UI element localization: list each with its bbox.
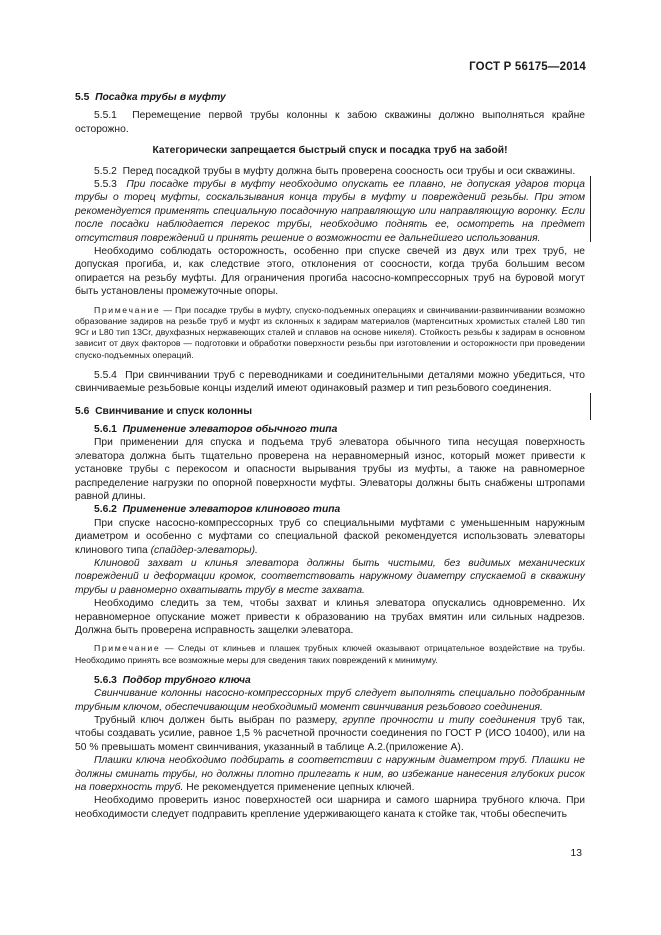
section-5-6-2-heading: 5.6.2 Применение элеваторов клинового типа	[94, 504, 341, 516]
section-5-6-1-heading: 5.6.1 Применение элеваторов обычного типа	[94, 423, 338, 435]
note-5-5: Примечание — При посадке трубы в муфту, спуско-подъемных операциях и свинчивании-развинчивании возможно образование задиров на резьбе труб и муфт из склонных к задирам материалов (мартенситных хромистых сталей L80 тип 9Cr и L80 тип 13Cr, двухфазных нержавеющих сталей и сплавов на основе никеля). Стойкость резьбы к задирам в основном зависит от двух факторов — подготовки и обработки поверхности резьбы при изготовлении и осторожности при проведении спуско-подъемных операций.	[75, 304, 585, 360]
para-5-6-2-a: При спуске насосно-компрессорных труб со специальными муфтами с уменьшенным наружным диаметром и особенно с муфтами со специальной фаской рекомендуется использовать элеваторы клинового типа (спайдер-элеваторы).	[75, 517, 585, 556]
para-5-5-4: 5.5.4 При свинчивании труб с переводниками и соединительными деталями можно убедиться, что свинчиваемые резьбовые концы изделий имеют одинаковый размер и тип резьбового соединения.	[75, 369, 585, 395]
para-5-6-3-b: Трубный ключ должен быть выбран по размеру, группе прочности и типу соединения труб так, чтобы создавать усилие, равное 1,5 % расчетной прочности соединения по ГОСТ Р (ИСО 10400), или на 50 % превышать момент свинчивания, указанный в таблице А.2.(приложение А).	[75, 715, 586, 753]
para-5-6-3-c: Плашки ключа необходимо подбирать в соответствии с наружным диаметром труб. Плашки не должны сминать трубы, но должны плотно прилегать к ним, во избежание нанесения глубоких рисок на поверхность труб. Не рекомендуется применение цепных ключей.	[75, 755, 585, 794]
para-5-5-2: 5.5.2 Перед посадкой трубы в муфту должна быть проверена соосность оси трубы и оси скважины.	[94, 165, 576, 177]
para-5-6-2-c: Необходимо следить за тем, чтобы захват и клинья элеватора опускались одновременно. Их неравномерное опускание может привести к образованию на трубах вмятин или сильных надрезов. Должна быть проверена исправность защелки элеватора.	[75, 598, 585, 637]
para-5-6-2-b: Клиновой захват и клинья элеватора должны быть чистыми, без видимых механических повреждений и деформации кромок, соответствовать наружному диаметру спускаемой в скважину трубы и равномерно охватывать трубу в месте захвата.	[75, 557, 585, 596]
section-5-6-heading: 5.6 Свинчивание и спуск колонны	[75, 405, 253, 417]
change-bar-5-5-4	[590, 393, 591, 420]
para-5-6-1: При применении для спуска и подъема труб элеватора обычного типа несущая поверхность элеватора должна быть тщательно проверена на неравномерный износ, который может привести к установке трубы с перекосом и опасности вырывания трубы из муфты, а также на равномерное распределение нагрузки по опорной поверхности муфты. Элеваторы должны быть снабжены штропами равной длины.	[75, 437, 585, 502]
para-5-5-3-b: Необходимо соблюдать осторожность, особенно при спуске свечей из двух или трех труб, не допуская прогиба, и, как следствие этого, отклонения от соосности, когда труба большим весом опирается на резьбу муфты. Для ограничения прогиба насосно-компрессорных труб на буровой могут быть установлены промежуточные опоры.	[75, 246, 585, 298]
warning-text: Категорически запрещается быстрый спуск и посадка труб на забой!	[152, 145, 508, 157]
page-number: 13	[570, 848, 582, 859]
change-bar-5-5-3	[590, 176, 591, 242]
section-5-5-heading: 5.5 Посадка трубы в муфту	[75, 92, 226, 103]
section-5-6-3-heading: 5.6.3 Подбор трубного ключа	[94, 674, 251, 686]
para-5-6-3-a: Свинчивание колонны насосно-компрессорных труб следует выполнять специально подобранным трубным ключом, обеспечивающим необходимый момент свинчивания резьбового соединения.	[75, 688, 585, 713]
note-5-6-2: Примечание — Следы от клиньев и плашек трубных ключей оказывают отрицательное воздействие на трубы. Необходимо принять все возможные меры для сведения таких повреждений к минимуму.	[75, 643, 585, 665]
para-5-6-3-d: Необходимо проверить износ поверхностей оси шарнира и самого шарнира трубного ключа. При необходимости следует подправить крепление удерживающего каната к стойке так, чтобы обеспечить	[75, 795, 585, 820]
document-body	[75, 91, 585, 821]
para-5-5-1: 5.5.1 Перемещение первой трубы колонны к забою скважины должно выполняться крайне осторожно.	[75, 110, 585, 135]
para-5-5-3: 5.5.3 При посадке трубы в муфту необходимо опускать ее плавно, не допуская ударов торца трубы о торец муфты, соскальзывания конца трубы в муфту и повреждений резьбы. При этом рекомендуется применять специальную посадочную направляющую или направляющую воронку. Если после посадки наблюдается перекос трубы, необходимо поднять ее, осмотреть на предмет отсутствия повреждений и принять решение о возможности ее дальнейшего использования.	[75, 179, 585, 244]
document-id-header: ГОСТ Р 56175—2014	[469, 61, 586, 73]
